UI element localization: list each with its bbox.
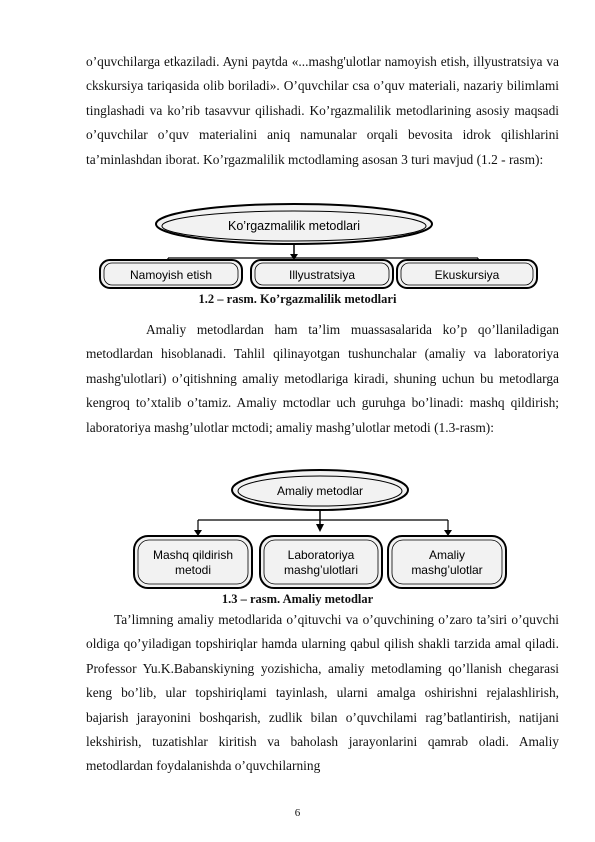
paragraph-1: o’quvchilarga etkaziladi. Ayni paytda «...mashg'ulotlar namoyish etish, illyustratsiya va ckskursiya tariqasida olib boriladi». O’quvchilar csa o’quv materiali, nazariy bilimlami tinglashadi va ko’rib tasavvur qilishadi. Ko’rgazmalilik metodlarining asosiy maqsadi o’quvchilar o’quv materialini aniq namunalar orqali bevosita idrok qilishlarini ta’minlashdan iborat. Ko’rgazmalilik mctodlaming asosan 3 turi mavjud (1.2 - rasm):	[86, 54, 559, 167]
svg-text:mashg’ulotlar: mashg’ulotlar	[411, 563, 483, 577]
diagram-amaliy	[132, 466, 508, 594]
svg-text:Amaliy: Amaliy	[428, 548, 466, 562]
arrowhead-center	[316, 524, 324, 532]
root-label: Amaliy metodlar	[276, 484, 364, 498]
svg-text:Namoyish etish: Namoyish etish	[129, 268, 213, 282]
child-box-illyustratsiya	[251, 260, 393, 288]
child-box-ekuskursiya	[397, 260, 537, 288]
child-box-namoyish	[100, 260, 242, 288]
root-label: Ko’rgazmalilik metodlari	[228, 219, 360, 233]
page-number: 6	[294, 807, 301, 819]
svg-text:Laboratoriya: Laboratoriya	[287, 548, 355, 562]
child-box-laboratoriya	[260, 536, 382, 588]
diagram-korgazmalilik	[98, 200, 543, 292]
child-box-mashq	[134, 536, 252, 588]
paragraph-3: Ta’limning amaliy metodlarida o’qituvchi va o’quvchining o’zaro ta’siri o’quvchi oldiga qo’yiladigan topshiriqlar hamda ularning qabul qilish shakli tarzida amal qiladi. Professor Yu.K.Babanskiyning yozishicha, amaliy metodlaming qo’llanish chegarasi keng bo’lib, ular topshiriqlami tayinlash, ularni amalga oshirishni rejalashlirish, bajarish jarayonini boshqarish, zudlik bilan o’quvchilami rag’batlantirish, natijani lekshirish, tuzatishlar kiritish va baholash jarayonlarini qamrab oladi. Amaliy metodlardan foydalanishda o’quvchilarning	[86, 612, 559, 774]
svg-text:Illyustratsiya: Illyustratsiya	[288, 268, 356, 282]
figure-caption-1-2: 1.2 – rasm. Ko’rgazmalilik metodlari	[198, 292, 397, 306]
svg-text:Ekuskursiya: Ekuskursiya	[434, 268, 500, 282]
figure-caption-1-3: 1.3 – rasm. Amaliy metodlar	[221, 592, 374, 606]
paragraph-2: Amaliy metodlardan ham ta’lim muassasalarida ko’p qo’llaniladigan metodlardan hisoblanadi. Tahlil qilinayotgan tushunchalar (amaliy va laboratoriya mashg'ulotlari) o’qitishning amaliy metodlariga kiradi, shuning uchun bu metodlarga kengroq to’xtalib o’tamiz. Amaliy mctodlar uch guruhga bo’linadi: mashq qildirish; laboratoriya mashg’ulotlar mctodi; amaliy mashg’ulotlar metodi (1.3-rasm):	[86, 322, 559, 435]
svg-text:Mashq qildirish: Mashq qildirish	[152, 548, 234, 562]
svg-text:metodi: metodi	[174, 563, 212, 577]
child-box-amaliy	[388, 536, 506, 588]
svg-text:mashg’ulotlari: mashg’ulotlari	[283, 563, 359, 577]
